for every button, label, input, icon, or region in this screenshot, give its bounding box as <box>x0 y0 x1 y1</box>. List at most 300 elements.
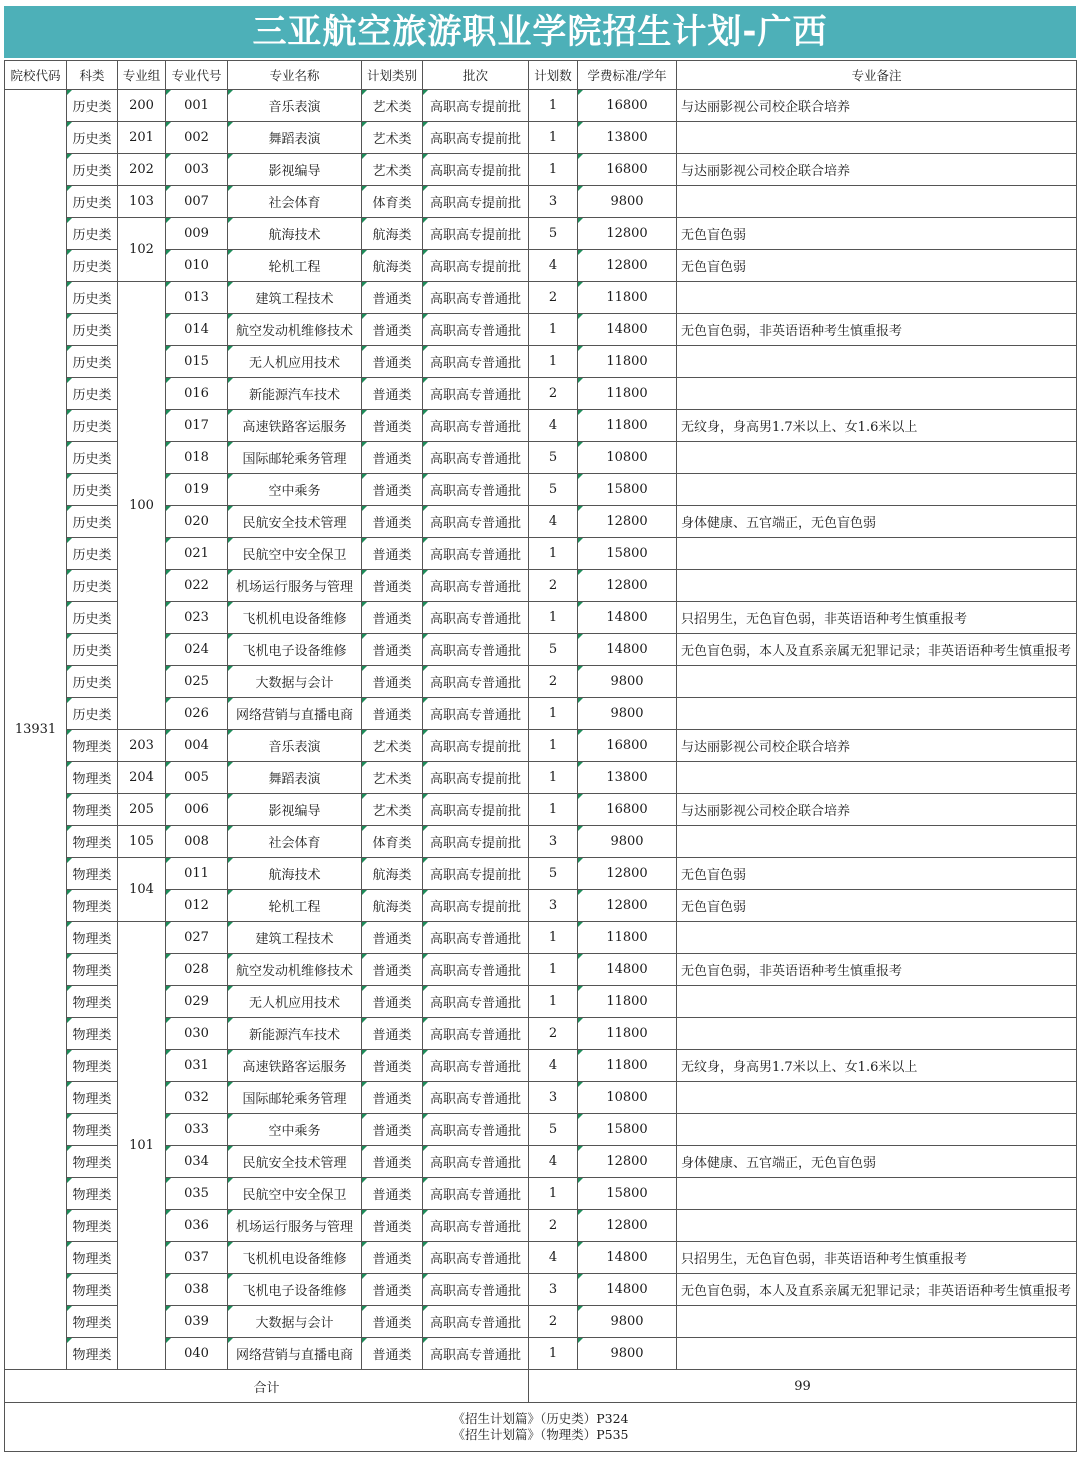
table-row <box>5 954 1077 986</box>
tuition-cell: 13800 <box>578 122 677 154</box>
major-note-cell: 无纹身，身高男1.7米以上、女1.6米以上 <box>677 1050 1077 1082</box>
subject-category-cell: 物理类 <box>67 762 118 794</box>
major-note-cell: 无色盲色弱，本人及直系亲属无犯罪记录；非英语语种考生慎重报考 <box>677 1274 1077 1306</box>
plan-count-cell: 1 <box>529 698 578 730</box>
subject-category-cell: 历史类 <box>67 282 118 314</box>
plan-type-cell: 艺术类 <box>362 762 423 794</box>
major-name-cell: 建筑工程技术 <box>228 922 362 954</box>
major-name-cell: 机场运行服务与管理 <box>228 570 362 602</box>
major-name-cell: 高速铁路客运服务 <box>228 410 362 442</box>
tuition-cell: 14800 <box>578 602 677 634</box>
plan-count-cell: 1 <box>529 602 578 634</box>
subject-category-cell: 历史类 <box>67 346 118 378</box>
plan-type-cell: 普通类 <box>362 474 423 506</box>
tuition-cell: 11800 <box>578 986 677 1018</box>
batch-cell: 高职高专普通批 <box>423 1306 529 1338</box>
plan-type-cell: 艺术类 <box>362 154 423 186</box>
plan-count-cell: 2 <box>529 1018 578 1050</box>
tuition-cell: 14800 <box>578 314 677 346</box>
tuition-cell: 9800 <box>578 826 677 858</box>
major-note-cell: 无色盲色弱，非英语语种考生慎重报考 <box>677 954 1077 986</box>
major-name-cell: 轮机工程 <box>228 890 362 922</box>
major-note-cell <box>677 826 1077 858</box>
major-note-cell: 无色盲色弱 <box>677 250 1077 282</box>
plan-type-cell: 普通类 <box>362 538 423 570</box>
plan-type-cell: 艺术类 <box>362 730 423 762</box>
subject-category-cell: 物理类 <box>67 794 118 826</box>
major-name-cell: 航海技术 <box>228 858 362 890</box>
major-name-cell: 网络营销与直播电商 <box>228 698 362 730</box>
tuition-cell: 12800 <box>578 250 677 282</box>
plan-type-cell: 普通类 <box>362 666 423 698</box>
table-row <box>5 602 1077 634</box>
major-note-cell: 无色盲色弱 <box>677 890 1077 922</box>
table-row <box>5 154 1077 186</box>
total-value: 99 <box>529 1370 1077 1403</box>
major-group-cell: 200 <box>118 90 166 122</box>
major-code-cell: 012 <box>166 890 228 922</box>
batch-cell: 高职高专普通批 <box>423 570 529 602</box>
tuition-cell: 15800 <box>578 474 677 506</box>
major-note-cell <box>677 1338 1077 1370</box>
plan-type-cell: 普通类 <box>362 1274 423 1306</box>
subject-category-cell: 历史类 <box>67 314 118 346</box>
plan-count-cell: 4 <box>529 1242 578 1274</box>
tuition-cell: 9800 <box>578 698 677 730</box>
major-code-cell: 008 <box>166 826 228 858</box>
subject-category-cell: 历史类 <box>67 122 118 154</box>
batch-cell: 高职高专普通批 <box>423 410 529 442</box>
major-code-cell: 005 <box>166 762 228 794</box>
major-code-cell: 034 <box>166 1146 228 1178</box>
plan-count-cell: 2 <box>529 570 578 602</box>
major-name-cell: 空中乘务 <box>228 1114 362 1146</box>
table-row <box>5 826 1077 858</box>
major-name-cell: 大数据与会计 <box>228 666 362 698</box>
plan-count-cell: 2 <box>529 378 578 410</box>
batch-cell: 高职高专提前批 <box>423 122 529 154</box>
batch-cell: 高职高专普通批 <box>423 314 529 346</box>
major-note-cell <box>677 538 1077 570</box>
plan-type-cell: 体育类 <box>362 186 423 218</box>
table-row <box>5 346 1077 378</box>
major-name-cell: 民航安全技术管理 <box>228 1146 362 1178</box>
plan-count-cell: 1 <box>529 1338 578 1370</box>
plan-count-cell: 2 <box>529 1306 578 1338</box>
subject-category-cell: 历史类 <box>67 442 118 474</box>
table-row <box>5 474 1077 506</box>
major-name-cell: 民航安全技术管理 <box>228 506 362 538</box>
header-school-code: 院校代码 <box>5 61 67 90</box>
header-batch: 批次 <box>423 61 529 90</box>
plan-count-cell: 1 <box>529 122 578 154</box>
tuition-cell: 12800 <box>578 1210 677 1242</box>
plan-count-cell: 2 <box>529 666 578 698</box>
tuition-cell: 11800 <box>578 1018 677 1050</box>
header-tuition: 学费标准/学年 <box>578 61 677 90</box>
major-code-cell: 014 <box>166 314 228 346</box>
header-plan-count: 计划数 <box>529 61 578 90</box>
major-code-cell: 004 <box>166 730 228 762</box>
subject-category-cell: 历史类 <box>67 634 118 666</box>
table-row <box>5 1050 1077 1082</box>
enrollment-plan-table <box>4 60 1077 1452</box>
major-code-cell: 033 <box>166 1114 228 1146</box>
plan-type-cell: 普通类 <box>362 410 423 442</box>
major-name-cell: 社会体育 <box>228 186 362 218</box>
plan-type-cell: 普通类 <box>362 698 423 730</box>
table-row <box>5 858 1077 890</box>
subject-category-cell: 物理类 <box>67 922 118 954</box>
tuition-cell: 12800 <box>578 1146 677 1178</box>
subject-category-cell: 物理类 <box>67 1114 118 1146</box>
plan-count-cell: 1 <box>529 762 578 794</box>
table-row <box>5 218 1077 250</box>
major-note-cell <box>677 1306 1077 1338</box>
major-note-cell <box>677 442 1077 474</box>
footer-line: 《招生计划篇》（历史类）P324 <box>452 1411 629 1426</box>
table-row <box>5 1146 1077 1178</box>
table-row <box>5 378 1077 410</box>
major-group-cell: 105 <box>118 826 166 858</box>
major-note-cell: 身体健康、五官端正，无色盲色弱 <box>677 1146 1077 1178</box>
batch-cell: 高职高专普通批 <box>423 1050 529 1082</box>
plan-count-cell: 1 <box>529 954 578 986</box>
major-name-cell: 音乐表演 <box>228 90 362 122</box>
subject-category-cell: 历史类 <box>67 538 118 570</box>
tuition-cell: 9800 <box>578 1338 677 1370</box>
table-row <box>5 90 1077 122</box>
tuition-cell: 11800 <box>578 282 677 314</box>
tuition-cell: 14800 <box>578 634 677 666</box>
major-code-cell: 026 <box>166 698 228 730</box>
major-code-cell: 022 <box>166 570 228 602</box>
plan-count-cell: 5 <box>529 442 578 474</box>
subject-category-cell: 历史类 <box>67 218 118 250</box>
table-row <box>5 1018 1077 1050</box>
major-note-cell <box>677 1210 1077 1242</box>
plan-type-cell: 普通类 <box>362 1210 423 1242</box>
major-name-cell: 民航空中安全保卫 <box>228 1178 362 1210</box>
major-note-cell <box>677 1178 1077 1210</box>
batch-cell: 高职高专提前批 <box>423 762 529 794</box>
major-note-cell: 无色盲色弱，非英语语种考生慎重报考 <box>677 314 1077 346</box>
major-code-cell: 016 <box>166 378 228 410</box>
major-note-cell <box>677 922 1077 954</box>
table-row <box>5 666 1077 698</box>
batch-cell: 高职高专提前批 <box>423 154 529 186</box>
plan-type-cell: 普通类 <box>362 282 423 314</box>
subject-category-cell: 历史类 <box>67 570 118 602</box>
table-row <box>5 1210 1077 1242</box>
batch-cell: 高职高专提前批 <box>423 90 529 122</box>
page-title: 三亚航空旅游职业学院招生计划-广西 <box>4 6 1076 58</box>
plan-count-cell: 1 <box>529 314 578 346</box>
major-name-cell: 航空发动机维修技术 <box>228 314 362 346</box>
table-row <box>5 890 1077 922</box>
plan-count-cell: 4 <box>529 250 578 282</box>
subject-category-cell: 物理类 <box>67 1082 118 1114</box>
header-major-name: 专业名称 <box>228 61 362 90</box>
total-row <box>5 1370 1077 1403</box>
batch-cell: 高职高专普通批 <box>423 666 529 698</box>
plan-count-cell: 1 <box>529 538 578 570</box>
subject-category-cell: 历史类 <box>67 506 118 538</box>
subject-category-cell: 物理类 <box>67 858 118 890</box>
plan-type-cell: 普通类 <box>362 1082 423 1114</box>
plan-count-cell: 5 <box>529 634 578 666</box>
major-note-cell <box>677 474 1077 506</box>
tuition-cell: 13800 <box>578 762 677 794</box>
major-note-cell <box>677 698 1077 730</box>
major-code-cell: 009 <box>166 218 228 250</box>
tuition-cell: 14800 <box>578 954 677 986</box>
major-code-cell: 011 <box>166 858 228 890</box>
major-note-cell: 与达丽影视公司校企联合培养 <box>677 730 1077 762</box>
plan-type-cell: 普通类 <box>362 634 423 666</box>
table-row <box>5 442 1077 474</box>
tuition-cell: 12800 <box>578 218 677 250</box>
major-note-cell <box>677 666 1077 698</box>
major-code-cell: 035 <box>166 1178 228 1210</box>
total-label: 合计 <box>5 1370 529 1403</box>
table-row <box>5 1242 1077 1274</box>
table-row <box>5 794 1077 826</box>
plan-count-cell: 1 <box>529 1178 578 1210</box>
major-group-cell: 201 <box>118 122 166 154</box>
major-code-cell: 021 <box>166 538 228 570</box>
subject-category-cell: 历史类 <box>67 90 118 122</box>
footer-reference <box>5 1403 1077 1452</box>
plan-type-cell: 航海类 <box>362 250 423 282</box>
table-row <box>5 538 1077 570</box>
plan-count-cell: 4 <box>529 506 578 538</box>
major-name-cell: 民航空中安全保卫 <box>228 538 362 570</box>
batch-cell: 高职高专普通批 <box>423 538 529 570</box>
plan-type-cell: 普通类 <box>362 1242 423 1274</box>
plan-type-cell: 航海类 <box>362 858 423 890</box>
plan-type-cell: 体育类 <box>362 826 423 858</box>
major-code-cell: 040 <box>166 1338 228 1370</box>
batch-cell: 高职高专普通批 <box>423 698 529 730</box>
tuition-cell: 10800 <box>578 1082 677 1114</box>
plan-count-cell: 1 <box>529 154 578 186</box>
major-name-cell: 飞机机电设备维修 <box>228 602 362 634</box>
major-group-cell: 103 <box>118 186 166 218</box>
plan-type-cell: 普通类 <box>362 378 423 410</box>
header-major-group: 专业组 <box>118 61 166 90</box>
major-group-cell: 104 <box>118 858 166 922</box>
plan-count-cell: 1 <box>529 346 578 378</box>
table-row <box>5 250 1077 282</box>
table-row <box>5 922 1077 954</box>
plan-count-cell: 2 <box>529 282 578 314</box>
major-name-cell: 飞机电子设备维修 <box>228 634 362 666</box>
tuition-cell: 11800 <box>578 410 677 442</box>
batch-cell: 高职高专普通批 <box>423 986 529 1018</box>
plan-count-cell: 1 <box>529 90 578 122</box>
major-code-cell: 032 <box>166 1082 228 1114</box>
major-group-cell: 100 <box>118 282 166 730</box>
major-name-cell: 国际邮轮乘务管理 <box>228 442 362 474</box>
major-note-cell: 与达丽影视公司校企联合培养 <box>677 154 1077 186</box>
major-code-cell: 007 <box>166 186 228 218</box>
plan-count-cell: 5 <box>529 218 578 250</box>
batch-cell: 高职高专提前批 <box>423 826 529 858</box>
batch-cell: 高职高专提前批 <box>423 218 529 250</box>
table-header-row <box>5 61 1077 90</box>
batch-cell: 高职高专普通批 <box>423 378 529 410</box>
major-note-cell <box>677 186 1077 218</box>
subject-category-cell: 物理类 <box>67 1210 118 1242</box>
major-code-cell: 015 <box>166 346 228 378</box>
plan-type-cell: 航海类 <box>362 218 423 250</box>
plan-type-cell: 航海类 <box>362 890 423 922</box>
major-name-cell: 飞机机电设备维修 <box>228 1242 362 1274</box>
major-name-cell: 航空发动机维修技术 <box>228 954 362 986</box>
major-name-cell: 机场运行服务与管理 <box>228 1210 362 1242</box>
table-row <box>5 1274 1077 1306</box>
subject-category-cell: 物理类 <box>67 954 118 986</box>
plan-count-cell: 5 <box>529 858 578 890</box>
batch-cell: 高职高专普通批 <box>423 954 529 986</box>
batch-cell: 高职高专普通批 <box>423 474 529 506</box>
tuition-cell: 11800 <box>578 346 677 378</box>
major-name-cell: 网络营销与直播电商 <box>228 1338 362 1370</box>
table-row <box>5 122 1077 154</box>
plan-count-cell: 4 <box>529 1050 578 1082</box>
plan-count-cell: 3 <box>529 826 578 858</box>
table-row <box>5 634 1077 666</box>
tuition-cell: 15800 <box>578 1114 677 1146</box>
major-note-cell: 无色盲色弱 <box>677 858 1077 890</box>
major-name-cell: 无人机应用技术 <box>228 986 362 1018</box>
major-code-cell: 037 <box>166 1242 228 1274</box>
plan-type-cell: 普通类 <box>362 570 423 602</box>
major-note-cell <box>677 762 1077 794</box>
tuition-cell: 12800 <box>578 858 677 890</box>
tuition-cell: 10800 <box>578 442 677 474</box>
major-code-cell: 001 <box>166 90 228 122</box>
subject-category-cell: 历史类 <box>67 154 118 186</box>
plan-count-cell: 2 <box>529 1210 578 1242</box>
plan-type-cell: 普通类 <box>362 1306 423 1338</box>
major-code-cell: 036 <box>166 1210 228 1242</box>
major-code-cell: 038 <box>166 1274 228 1306</box>
plan-type-cell: 普通类 <box>362 506 423 538</box>
major-code-cell: 031 <box>166 1050 228 1082</box>
major-name-cell: 航海技术 <box>228 218 362 250</box>
major-name-cell: 无人机应用技术 <box>228 346 362 378</box>
batch-cell: 高职高专提前批 <box>423 890 529 922</box>
table-row <box>5 1178 1077 1210</box>
subject-category-cell: 物理类 <box>67 1306 118 1338</box>
major-name-cell: 舞蹈表演 <box>228 762 362 794</box>
plan-count-cell: 4 <box>529 410 578 442</box>
batch-cell: 高职高专普通批 <box>423 922 529 954</box>
tuition-cell: 12800 <box>578 570 677 602</box>
tuition-cell: 15800 <box>578 538 677 570</box>
subject-category-cell: 历史类 <box>67 698 118 730</box>
tuition-cell: 9800 <box>578 186 677 218</box>
batch-cell: 高职高专提前批 <box>423 186 529 218</box>
table-row <box>5 986 1077 1018</box>
major-note-cell: 只招男生，无色盲色弱，非英语语种考生慎重报考 <box>677 602 1077 634</box>
major-note-cell: 与达丽影视公司校企联合培养 <box>677 794 1077 826</box>
major-code-cell: 039 <box>166 1306 228 1338</box>
plan-count-cell: 1 <box>529 986 578 1018</box>
school-code-cell: 13931 <box>5 90 67 1370</box>
major-name-cell: 影视编导 <box>228 794 362 826</box>
table-row <box>5 186 1077 218</box>
header-plan-type: 计划类别 <box>362 61 423 90</box>
table-row <box>5 1338 1077 1370</box>
batch-cell: 高职高专普通批 <box>423 1114 529 1146</box>
major-note-cell <box>677 1114 1077 1146</box>
subject-category-cell: 物理类 <box>67 1242 118 1274</box>
subject-category-cell: 物理类 <box>67 986 118 1018</box>
major-name-cell: 建筑工程技术 <box>228 282 362 314</box>
major-note-cell: 无纹身，身高男1.7米以上、女1.6米以上 <box>677 410 1077 442</box>
major-code-cell: 006 <box>166 794 228 826</box>
major-note-cell <box>677 346 1077 378</box>
major-name-cell: 舞蹈表演 <box>228 122 362 154</box>
batch-cell: 高职高专普通批 <box>423 1018 529 1050</box>
plan-count-cell: 5 <box>529 474 578 506</box>
batch-cell: 高职高专普通批 <box>423 1178 529 1210</box>
subject-category-cell: 历史类 <box>67 186 118 218</box>
batch-cell: 高职高专普通批 <box>423 1242 529 1274</box>
major-note-cell <box>677 282 1077 314</box>
plan-count-cell: 3 <box>529 890 578 922</box>
subject-category-cell: 历史类 <box>67 474 118 506</box>
plan-count-cell: 1 <box>529 794 578 826</box>
major-name-cell: 新能源汽车技术 <box>228 1018 362 1050</box>
major-note-cell <box>677 122 1077 154</box>
major-name-cell: 音乐表演 <box>228 730 362 762</box>
tuition-cell: 9800 <box>578 1306 677 1338</box>
plan-type-cell: 普通类 <box>362 1050 423 1082</box>
plan-type-cell: 普通类 <box>362 346 423 378</box>
batch-cell: 高职高专普通批 <box>423 346 529 378</box>
plan-count-cell: 1 <box>529 922 578 954</box>
tuition-cell: 16800 <box>578 90 677 122</box>
major-note-cell <box>677 1082 1077 1114</box>
plan-count-cell: 1 <box>529 730 578 762</box>
major-group-cell: 102 <box>118 218 166 282</box>
major-name-cell: 大数据与会计 <box>228 1306 362 1338</box>
table-row <box>5 1114 1077 1146</box>
header-major-code: 专业代号 <box>166 61 228 90</box>
major-note-cell <box>677 570 1077 602</box>
footer-line: 《招生计划篇》（物理类）P535 <box>452 1427 629 1442</box>
table-row <box>5 314 1077 346</box>
major-note-cell: 无色盲色弱 <box>677 218 1077 250</box>
major-name-cell: 国际邮轮乘务管理 <box>228 1082 362 1114</box>
subject-category-cell: 物理类 <box>67 730 118 762</box>
batch-cell: 高职高专普通批 <box>423 1082 529 1114</box>
plan-count-cell: 5 <box>529 1114 578 1146</box>
batch-cell: 高职高专普通批 <box>423 602 529 634</box>
subject-category-cell: 历史类 <box>67 602 118 634</box>
subject-category-cell: 物理类 <box>67 890 118 922</box>
batch-cell: 高职高专普通批 <box>423 634 529 666</box>
table-row <box>5 570 1077 602</box>
major-code-cell: 017 <box>166 410 228 442</box>
plan-type-cell: 艺术类 <box>362 122 423 154</box>
major-code-cell: 027 <box>166 922 228 954</box>
header-subject-category: 科类 <box>67 61 118 90</box>
